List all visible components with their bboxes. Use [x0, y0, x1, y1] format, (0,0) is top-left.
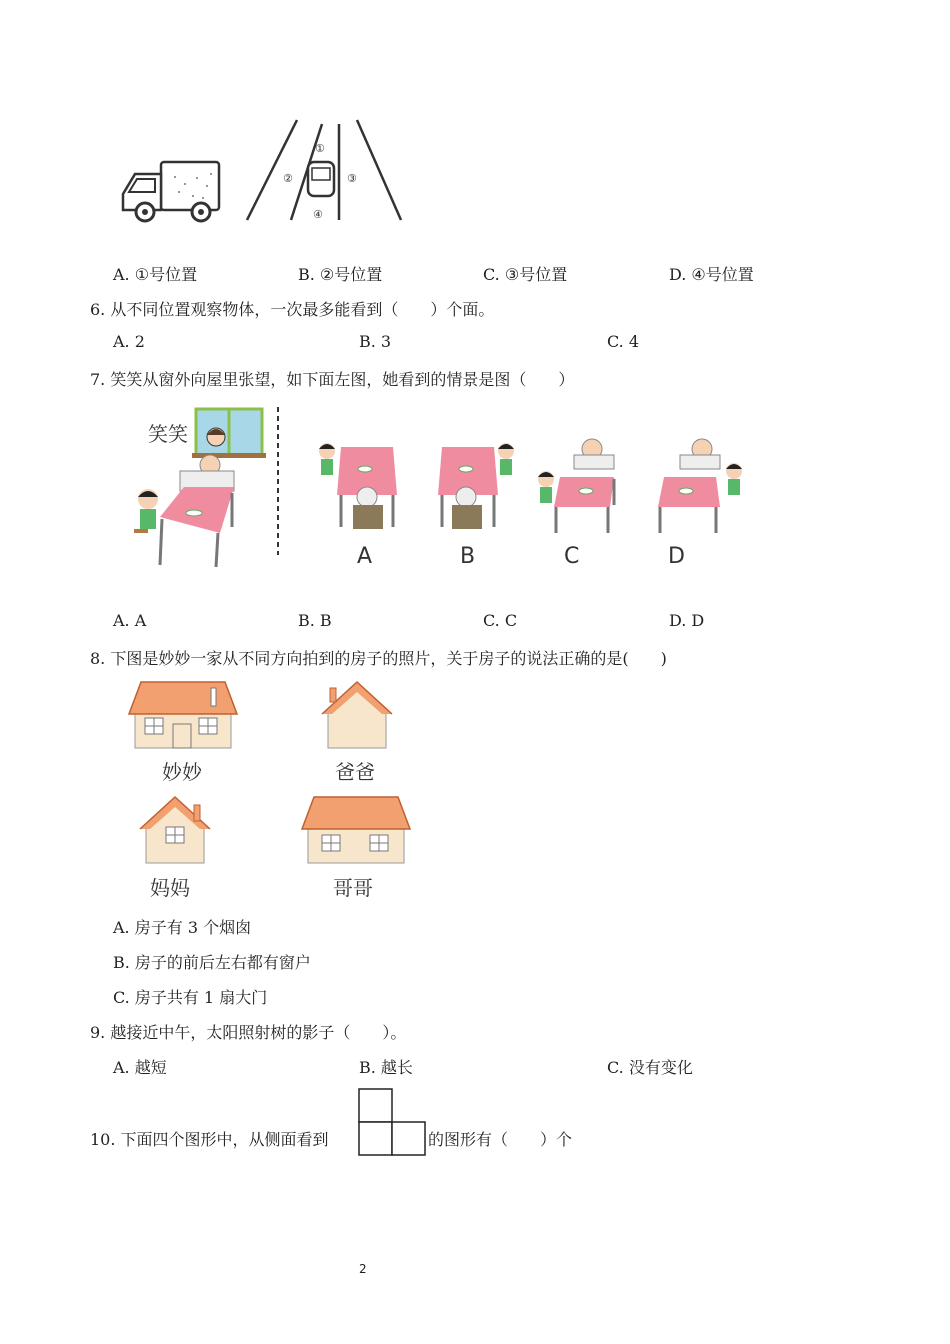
- house-miaomiao-icon: [127, 680, 242, 752]
- q8-stem: 8. 下图是妙妙一家从不同方向拍到的房子的照片，关于房子的说法正确的是( ): [90, 649, 667, 668]
- page-number: 2: [359, 1262, 367, 1276]
- truck-road-illustration: [115, 112, 415, 232]
- q6-option-b[interactable]: B. 3: [359, 332, 392, 351]
- q10-stem-before: 10. 下面四个图形中，从侧面看到: [90, 1130, 329, 1149]
- q7-option-c[interactable]: C. C: [483, 611, 518, 630]
- house-name-baba: 爸爸: [335, 760, 375, 784]
- q7-scene-c: [530, 435, 630, 545]
- q7-figure-name: 笑笑: [148, 422, 188, 446]
- q9-stem: 9. 越接近中午，太阳照射树的影子（ ）。: [90, 1023, 407, 1042]
- q7-figure-label-b: B: [460, 544, 476, 569]
- q9-option-b[interactable]: B. 越长: [359, 1058, 413, 1077]
- house-baba-icon: [320, 680, 395, 752]
- q7-option-b[interactable]: B. B: [298, 611, 332, 630]
- window-icon: [192, 409, 266, 458]
- q7-scene-b: [420, 435, 520, 545]
- house-name-mama: 妈妈: [150, 876, 190, 900]
- house-name-miaomiao: 妙妙: [162, 760, 202, 784]
- q10-side-view-shape: [358, 1088, 428, 1158]
- q8-option-a[interactable]: A. 房子有 3 个烟囱: [113, 918, 252, 937]
- q7-option-a[interactable]: A. A: [113, 611, 147, 630]
- q5-option-c[interactable]: C. ③号位置: [483, 265, 568, 284]
- q5-option-a[interactable]: A. ①号位置: [113, 265, 198, 284]
- boy-icon: [134, 489, 158, 533]
- q7-stem: 7. 笑笑从窗外向屋里张望，如下面左图，她看到的情景是图（ ）: [90, 370, 575, 389]
- q10-stem-after: 的图形有（ ）个: [428, 1130, 573, 1149]
- q6-option-c[interactable]: C. 4: [607, 332, 640, 351]
- q5-option-d[interactable]: D. ④号位置: [669, 265, 754, 284]
- q8-option-b[interactable]: B. 房子的前后左右都有窗户: [113, 953, 311, 972]
- table-icon: [160, 487, 234, 567]
- q7-figure-label-a: A: [357, 544, 373, 569]
- road-icon: [247, 120, 401, 220]
- q6-stem: 6. 从不同位置观察物体，一次最多能看到（ ）个面。: [90, 300, 495, 319]
- svg-text:②: ②: [283, 172, 293, 185]
- q6-option-a[interactable]: A. 2: [113, 332, 145, 351]
- q9-option-a[interactable]: A. 越短: [113, 1058, 167, 1077]
- q7-scene-illustration: [120, 405, 280, 575]
- q5-option-b[interactable]: B. ②号位置: [298, 265, 383, 284]
- q8-option-c[interactable]: C. 房子共有 1 扇大门: [113, 988, 268, 1007]
- q7-option-d[interactable]: D. D: [669, 611, 705, 630]
- house-name-gege: 哥哥: [333, 876, 373, 900]
- q7-scene-a: [315, 435, 415, 545]
- svg-text:③: ③: [347, 172, 357, 185]
- q7-figure-label-c: C: [564, 544, 580, 569]
- house-mama-icon: [138, 795, 213, 867]
- q9-option-c[interactable]: C. 没有变化: [607, 1058, 693, 1077]
- q7-scene-d: [650, 435, 750, 545]
- house-gege-icon: [300, 795, 415, 867]
- q7-figure-label-d: D: [668, 544, 685, 569]
- grandpa-reading-icon: [180, 455, 234, 491]
- truck-icon: [123, 162, 219, 221]
- svg-text:④: ④: [313, 208, 323, 221]
- svg-text:①: ①: [315, 142, 325, 155]
